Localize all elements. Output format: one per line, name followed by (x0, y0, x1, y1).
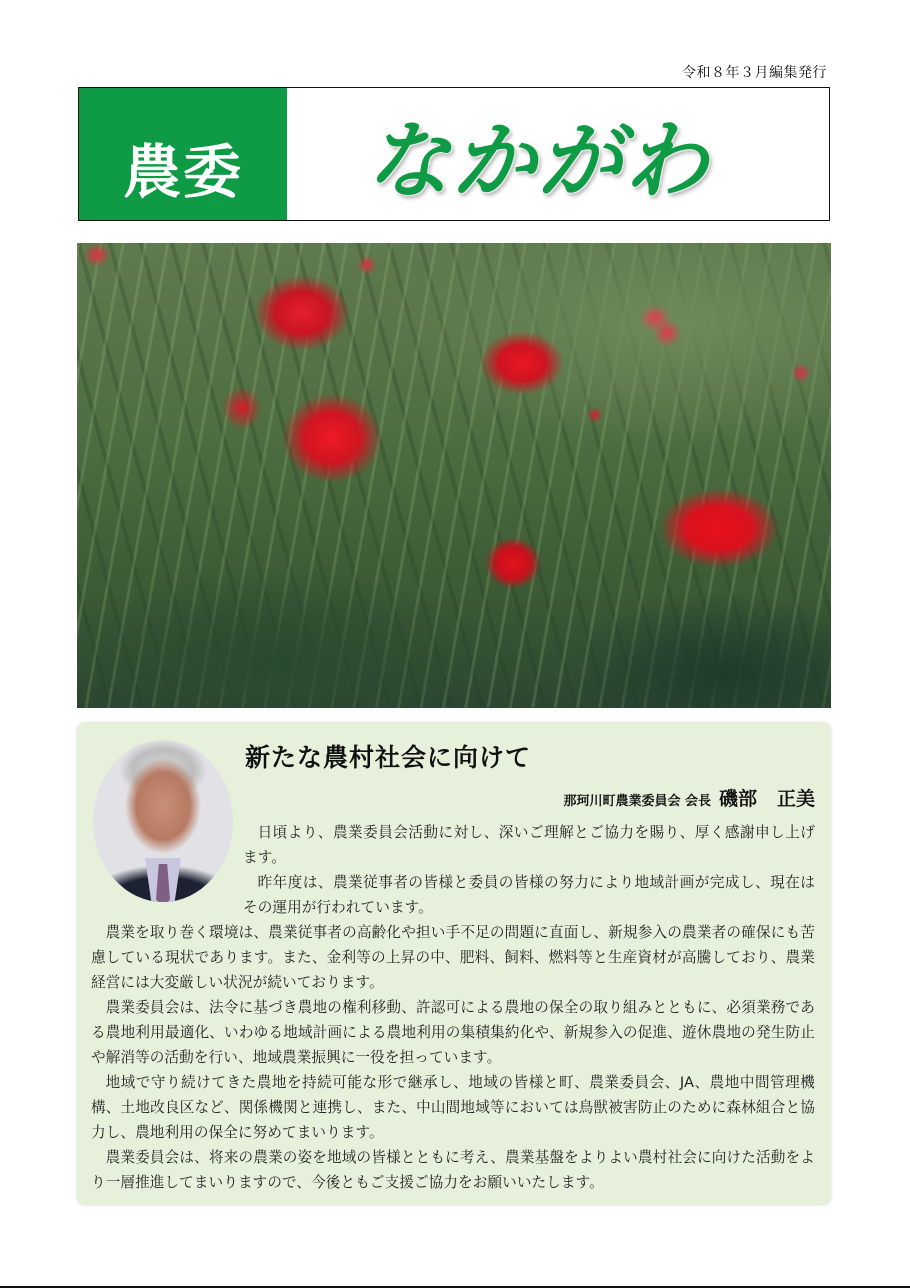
issue-date: 令和８年３月編集発行 (682, 65, 827, 81)
masthead-label: 農委 (122, 138, 243, 206)
author-given-name: 正美 (776, 788, 815, 810)
masthead-title-block (287, 88, 829, 220)
chairman-portrait (93, 740, 233, 902)
author-organization: 那珂川町農業委員会 会長 (563, 794, 711, 809)
message-body-bottom (91, 920, 815, 1195)
masthead-title: なかがわ (365, 111, 710, 210)
message-title: 新たな農村社会に向けて (245, 743, 532, 772)
paragraph: 農業委員会は、法令に基づき農地の権利移動、許認可による農地の保全の取り組みとともに、必須業務である農地利用最適化、いわゆる地域計画による農地利用の集積集約化や、新規参入の促進、遊休農地の発生防止や解消等の活動を行い、地域農業振興に一役を担っています。 (91, 999, 815, 1066)
masthead (78, 87, 830, 221)
paragraph: 日頃より、農業委員会活動に対し、深いご理解とご協力を賜り、厚く感謝申し上げます。 (243, 824, 815, 866)
masthead-label-block (79, 88, 287, 220)
chairman-message-box (77, 722, 831, 1204)
paragraph: 地域で守り続けてきた農地を持続可能な形で継承し、地域の皆様と町、農業委員会、JA、農地中間管理機構、土地改良区など、関係機関と連携し、また、中山間地域等においては鳥獣被害防止のために森林組合と協力し、農地利用の保全に努めてまいります。 (91, 1074, 815, 1141)
paragraph: 農業委員会は、将来の農業の姿を地域の皆様とともに考え、農業基盤をよりよい農村社会に向けた活動をより一層推進してまいりますので、今後ともご支援ご協力をお願いいたします。 (91, 1149, 815, 1191)
paragraph: 昨年度は、農業従事者の皆様と委員の皆様の努力により地域計画が完成し、現在はその運用が行われています。 (243, 874, 815, 916)
author-name (719, 784, 815, 811)
author-family-name: 磯部 (718, 788, 757, 810)
message-author (563, 784, 815, 811)
message-body-top (243, 820, 815, 920)
paragraph: 農業を取り巻く環境は、農業従事者の高齢化や担い手不足の問題に直面し、新規参入の農業者の確保にも苦慮している現状であります。また、金利等の上昇の中、肥料、飼料、燃料等と生産資材が高騰しており、農業経営には大変厳しい状況が続いております。 (91, 924, 815, 991)
carnation-photo (77, 243, 831, 708)
